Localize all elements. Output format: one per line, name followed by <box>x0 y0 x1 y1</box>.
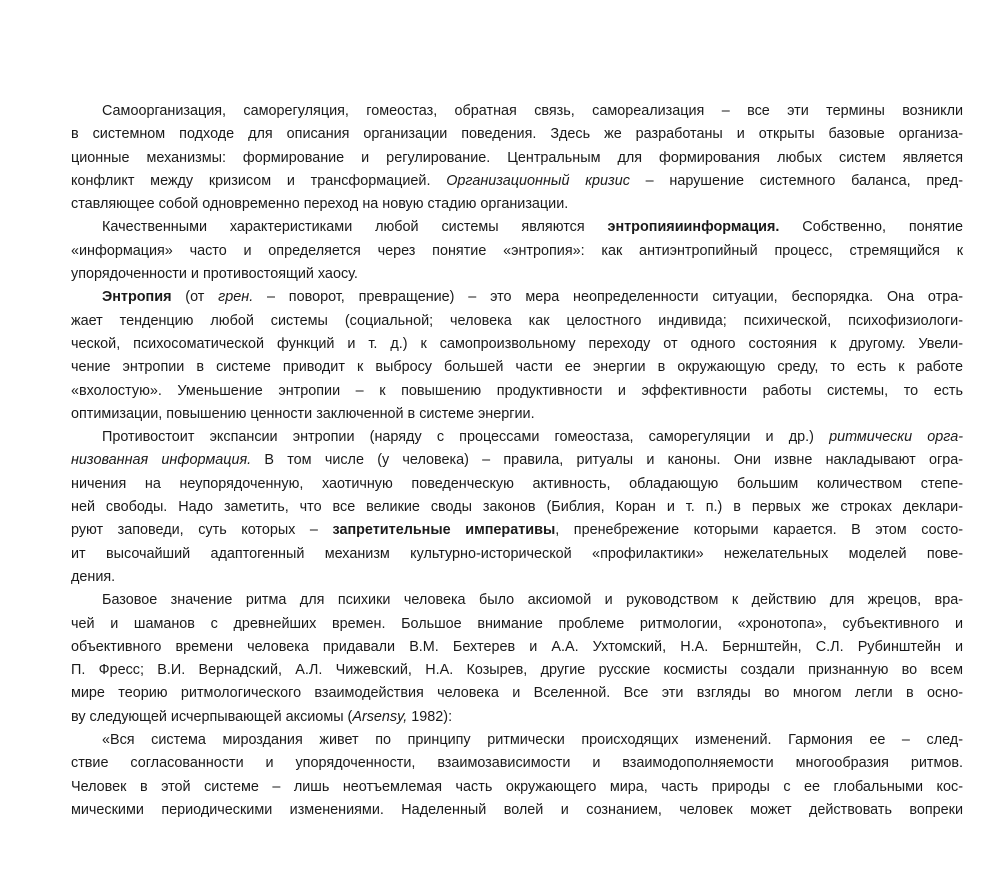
text-line <box>71 380 963 403</box>
text-segment: – нарушение системного баланса, пред- <box>629 172 963 189</box>
text-segment: ней свободы. Надо заметить, что все великие своды законов (Библия, Коран и т. п.) в первых же строках деклари- <box>71 499 963 516</box>
bold-term: Энтропия <box>102 289 172 306</box>
text-segment: Самоорганизация, саморегуляция, гомеостаз, обратная связь, самореализация – все эти термины возникли <box>102 103 963 119</box>
text-line <box>71 543 963 566</box>
text-segment: , пренебрежение которыми карается. В этом состо- <box>555 522 963 539</box>
text-line <box>71 193 963 216</box>
text-segment: ничения на неупорядоченную, хаотичную поведенческую активность, обладающую большим количеством степе- <box>71 475 963 492</box>
text-segment: В том числе (у человека) – правила, ритуалы и каноны. Они извне накладывают огра- <box>251 452 963 469</box>
document-body <box>71 100 963 822</box>
text-line <box>71 473 963 496</box>
italic-term: Организационный кризис <box>446 172 630 189</box>
text-line <box>71 147 963 170</box>
text-line <box>71 519 963 542</box>
text-segment: Собственно, понятие <box>779 219 963 236</box>
paragraph-first-line <box>71 729 963 752</box>
text-segment: руют заповеди, суть которых – <box>71 522 333 539</box>
text-segment: «информация» часто и определяется через понятие «энтропия»: как антиэнтропийный процесс, стремящийся к <box>71 242 963 259</box>
text-segment: Человек в этой системе – лишь неотъемлемая часть окружающего мира, часть природы с ее глобальными кос- <box>71 778 963 795</box>
text-line <box>71 636 963 659</box>
text-line <box>71 403 963 426</box>
text-segment: мическими периодическими изменениями. Наделенный волей и сознанием, человек может действовать вопреки <box>71 801 963 818</box>
text-line <box>71 776 963 799</box>
text-line <box>71 333 963 356</box>
paragraph-first-line <box>71 286 963 309</box>
text-line <box>71 566 963 589</box>
italic-term: Arsensy, <box>352 708 408 725</box>
text-segment: Противостоит экспансии энтропии (наряду с процессами гомеостаза, саморегуляции и др.) <box>102 429 830 446</box>
text-segment: упорядоченности и противостоящий хаосу. <box>71 266 358 283</box>
text-segment: чей и шаманов с древнейших времен. Большое внимание проблеме ритмологии, «хронотопа», субъективного и <box>71 615 963 632</box>
text-segment: дения. <box>71 568 116 585</box>
text-segment: Качественными характеристиками любой системы являются <box>102 219 608 236</box>
bold-term: запретительные императивы <box>332 522 556 539</box>
paragraph-first-line <box>71 100 963 123</box>
text-segment: 1982): <box>407 708 453 725</box>
text-segment: объективного времени человека придавали В.М. Бехтерев и А.А. Ухтомский, Н.А. Бернштейн, С.Л. Рубинштейн и <box>71 638 963 655</box>
text-line <box>71 170 963 193</box>
text-line <box>71 263 963 286</box>
text-segment: жает тенденцию любой системы (социальной; человека как целостного индивида; психической, психофизиологи- <box>71 312 963 329</box>
text-segment: ставляющее собой одновременно переход на новую стадию организации. <box>71 196 569 213</box>
text-line <box>71 310 963 333</box>
text-segment: оптимизации, повышению ценности заключенной в системе энергии. <box>71 405 535 422</box>
text-segment: ву следующей исчерпывающей аксиомы ( <box>71 708 353 725</box>
text-line <box>71 706 963 729</box>
text-segment: ционные механизмы: формирование и регулирование. Центральным для формирования любых систем является <box>71 149 963 166</box>
text-line <box>71 659 963 682</box>
text-segment: мире теорию ритмологического взаимодействия человека и Вселенной. Все эти взгляды во многом легли в осно- <box>71 685 963 702</box>
text-segment: ствие согласованности и упорядоченности, взаимозависимости и взаимодополняемости многообразия ритмов. <box>71 755 963 772</box>
paragraph-first-line <box>71 426 963 449</box>
text-line <box>71 356 963 379</box>
text-line <box>71 240 963 263</box>
paragraph-first-line <box>71 589 963 612</box>
italic-term: низованная информация. <box>71 452 252 469</box>
bold-term: энтропияиинформация. <box>607 219 780 236</box>
italic-term: ритмически орга- <box>829 429 963 446</box>
text-line <box>71 449 963 472</box>
text-segment: чение энтропии в системе приводит к выбросу большей части ее энергии в окружающую среду, то есть к работе <box>71 359 963 376</box>
text-segment: ит высочайший адаптогенный механизм культурно-исторической «профилактики» нежелательных моделей пове- <box>71 545 963 562</box>
text-line <box>71 123 963 146</box>
text-line <box>71 613 963 636</box>
paragraph-first-line <box>71 216 963 239</box>
text-segment: (от <box>171 289 219 306</box>
text-segment: конфликт между кризисом и трансформацией. <box>71 172 447 189</box>
text-segment: П. Фресс; В.И. Вернадский, А.Л. Чижевский, Н.А. Козырев, другие русские космисты создали признанную во всем <box>71 662 963 679</box>
text-line <box>71 496 963 519</box>
text-segment: Базовое значение ритма для психики человека было аксиомой и руководством к действию для жрецов, вра- <box>102 592 963 609</box>
text-segment: – поворот, превращение) – это мера неопределенности ситуации, беспорядка. Она отра- <box>253 289 963 306</box>
text-segment: ческой, психосоматической функций и т. д.) к самопроизвольному переходу от одного состояния к другому. Увели- <box>71 335 963 352</box>
text-segment: «Вся система мироздания живет по принципу ритмически происходящих изменений. Гармония ее – след- <box>102 732 963 749</box>
text-segment: «вхолостую». Уменьшение энтропии – к повышению продуктивности и эффективности работы системы, то есть <box>71 382 963 399</box>
text-line <box>71 752 963 775</box>
text-line <box>71 799 963 822</box>
text-segment: в системном подходе для описания организации поведения. Здесь же разработаны и открыты базовые организа- <box>71 126 963 143</box>
text-line <box>71 682 963 705</box>
italic-term: грен. <box>218 289 254 306</box>
